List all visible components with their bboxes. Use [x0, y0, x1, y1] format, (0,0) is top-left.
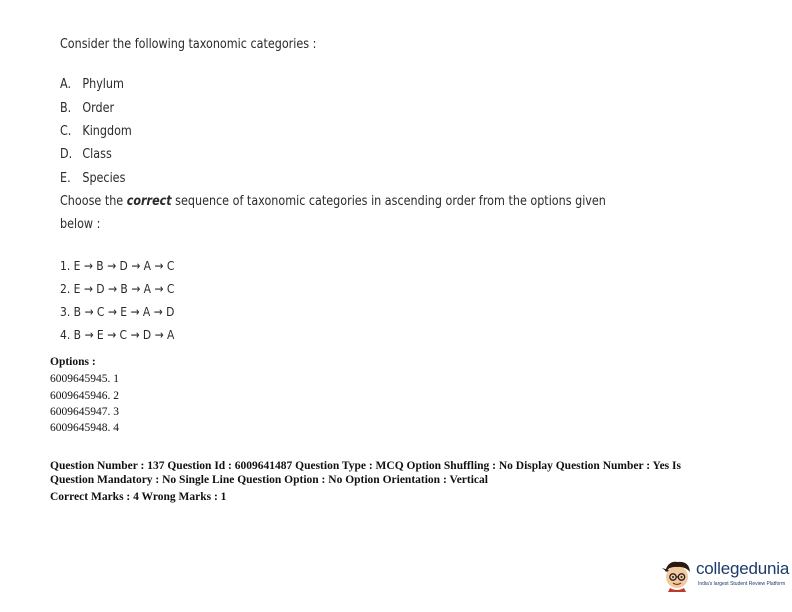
category-item: D. Class [60, 147, 112, 162]
logo-wordmark: collegedunia [696, 559, 790, 578]
category-item: B. Order [60, 101, 115, 116]
question-intro: Consider the following taxonomic categories : [60, 37, 317, 52]
category-item: C. Kingdom [60, 124, 132, 139]
sequence-option: 2. E → D → B → A → C [60, 281, 175, 296]
question-meta-line: Question Number : 137 Question Id : 6009641487 Question Type : MCQ Option Shuffling : No Display Question Number : Yes Is [50, 460, 681, 472]
mascot-icon [660, 558, 694, 592]
options-heading: Options : [50, 356, 96, 368]
sequence-option: 3. B → C → E → A → D [60, 304, 175, 319]
category-item: A. Phylum [60, 77, 124, 92]
option-id-item: 6009645946. 2 [50, 390, 119, 402]
question-meta-line: Question Mandatory : No Single Line Question Option : No Option Orientation : Vertical [50, 474, 488, 486]
emphasis-correct: correct [126, 194, 172, 209]
collegedunia-logo [660, 556, 790, 596]
sequence-option: 4. B → E → C → D → A [60, 327, 175, 342]
sequence-option: 1. E → B → D → A → C [60, 258, 175, 273]
question-instruction-line2: below : [60, 217, 101, 232]
question-meta-line: Correct Marks : 4 Wrong Marks : 1 [50, 491, 227, 503]
question-instruction: Choose the correct sequence of taxonomic categories in ascending order from the options given [60, 194, 606, 209]
option-id-item: 6009645947. 3 [50, 406, 119, 418]
option-id-item: 6009645948. 4 [50, 422, 119, 434]
category-item: E. Species [60, 171, 126, 186]
option-id-item: 6009645945. 1 [50, 373, 119, 385]
logo-tagline: India's largest Student Review Platform [698, 581, 786, 587]
